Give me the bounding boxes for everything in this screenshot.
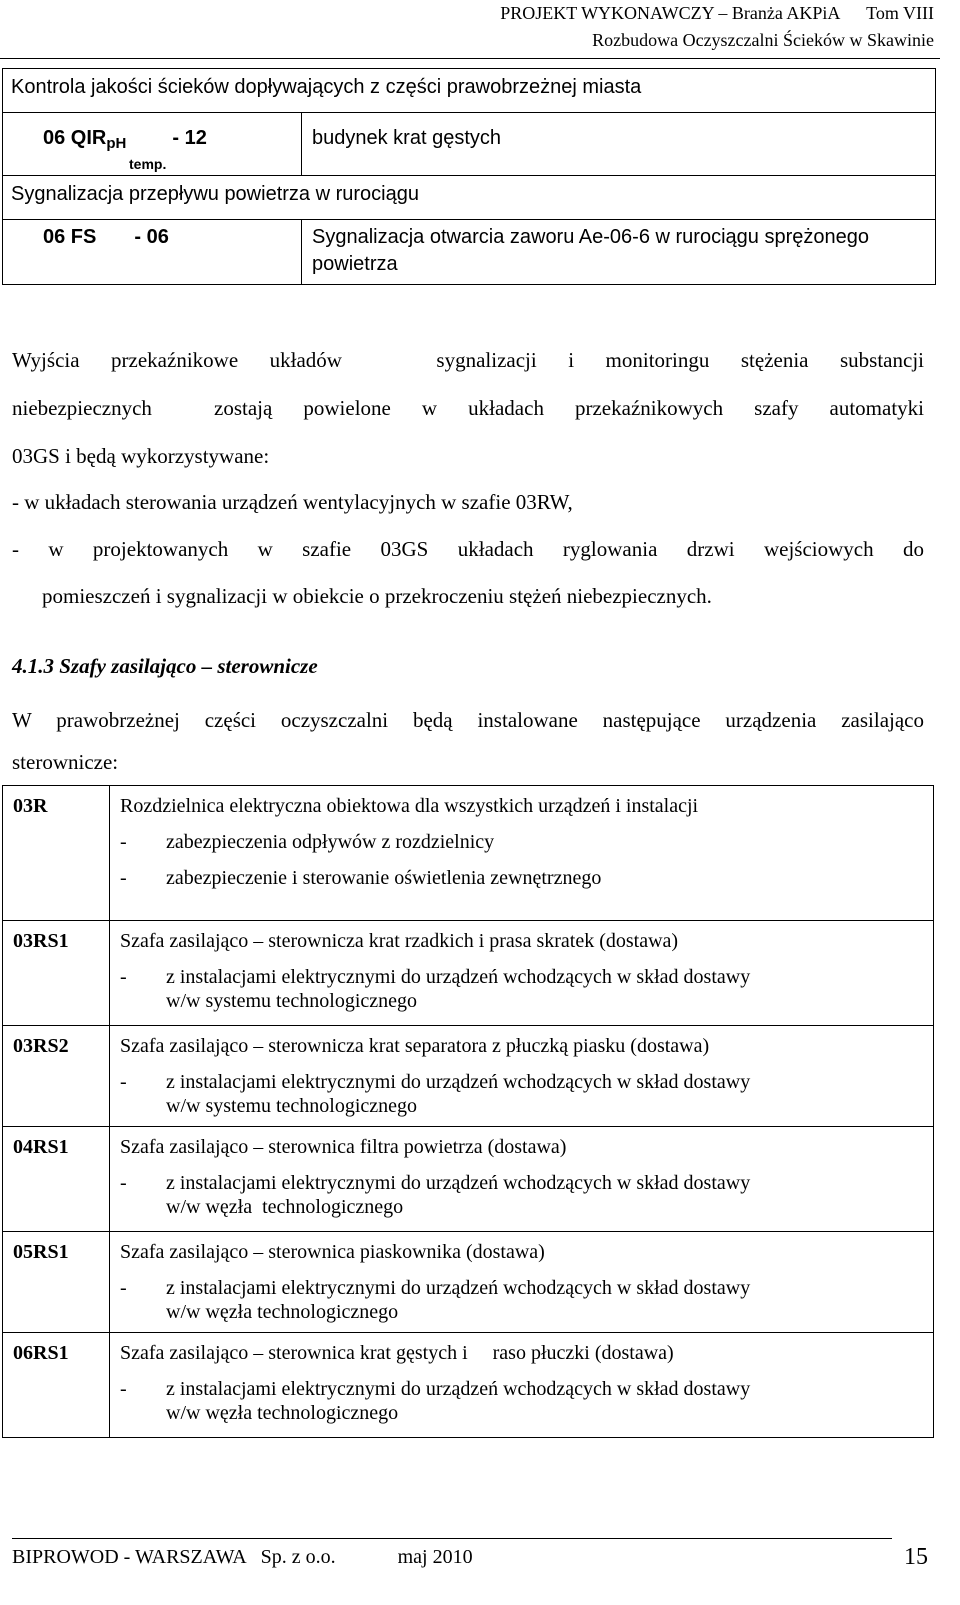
cabinet-title: Rozdzielnica elektryczna obiektowa dla wszystkich urządzeń i instalacji <box>120 795 699 817</box>
cabinet-scope-item <box>120 818 933 854</box>
cabinet-code <box>3 1026 110 1127</box>
signal-code-subscript: pH <box>106 135 127 152</box>
cabinet-code-text: 05RS1 <box>13 1241 69 1263</box>
bullet-item: - w projektowanych w szafie 03GS układach ryglowania drzwi wejściowych do <box>12 537 924 561</box>
cabinet-description <box>110 1127 934 1232</box>
header-subtitle-line: Rozbudowa Oczyszczalni Ścieków w Skawinie <box>592 30 934 50</box>
cabinet-description <box>110 1333 934 1438</box>
cabinet-title: Szafa zasilająco – sterownica filtra powietrza (dostawa) <box>120 1136 567 1158</box>
cabinet-code <box>3 1333 110 1438</box>
bullet-dash: - <box>120 831 127 853</box>
cabinet-scope-item <box>120 1159 933 1195</box>
cabinet-code-text: 03RS1 <box>13 930 69 952</box>
cabinet-scope-item <box>120 854 933 890</box>
cabinet-code-text: 03RS2 <box>13 1035 69 1057</box>
header-divider <box>0 58 940 59</box>
table-row <box>3 786 934 921</box>
signal-code: 06 QIR <box>43 127 107 149</box>
bullet-dash: - <box>120 1172 127 1194</box>
bullet-item-continuation: pomieszczeń i sygnalizacji w obiekcie o przekroczeniu stężeń niebezpiecznych. <box>42 584 712 608</box>
bullet-item: - w układach sterowania urządzeń wentylacyjnych w szafie 03RW, <box>12 490 573 514</box>
header-project-line: PROJEKT WYKONAWCZY – Branża AKPiA Tom VIII <box>500 3 934 23</box>
control-cabinets-table <box>2 785 934 1438</box>
cabinet-code <box>3 1232 110 1333</box>
paragraph-line: Wyjścia przekaźnikowe układów sygnalizacji i monitoringu stężenia substancji <box>12 348 924 372</box>
table-row <box>3 176 936 220</box>
scope-text: z instalacjami elektrycznymi do urządzeń wchodzących w skład dostawy <box>166 1071 751 1093</box>
table-row <box>3 220 936 285</box>
footer-date: maj 2010 <box>397 1546 473 1568</box>
footer-divider <box>12 1538 892 1539</box>
footer-company: BIPROWOD - WARSZAWA Sp. z o.o. <box>12 1546 336 1568</box>
paragraph-line: 03GS i będą wykorzystywane: <box>12 444 270 468</box>
bullet-dash: - <box>120 1277 127 1299</box>
scope-text-continuation: w/w systemu technologicznego <box>166 990 418 1012</box>
row-heading: Kontrola jakości ścieków dopływających z części prawobrzeżnej miasta <box>3 69 936 113</box>
signal-description: Sygnalizacja otwarcia zaworu Ae-06-6 w rurociągu sprężonego powietrza <box>302 220 936 285</box>
cabinet-description <box>110 1232 934 1333</box>
cabinet-code-text: 06RS1 <box>13 1342 69 1364</box>
page-footer <box>12 1546 473 1569</box>
cabinet-description <box>110 921 934 1026</box>
bullet-dash: - <box>120 867 127 889</box>
scope-text: zabezpieczenia odpływów z rozdzielnicy <box>166 831 495 853</box>
cabinet-code <box>3 921 110 1026</box>
section-intro-continuation: sterownicze: <box>12 750 119 774</box>
cabinet-description <box>110 1026 934 1127</box>
table-row <box>3 1026 934 1127</box>
cabinet-description <box>110 786 934 921</box>
scope-text-continuation: w/w systemu technologicznego <box>166 1095 418 1117</box>
bullet-dash: - <box>120 966 127 988</box>
paragraph-line: niebezpiecznych zostają powielone w układach przekaźnikowych szafy automatyki <box>12 396 924 420</box>
signal-code: 06 FS <box>43 226 97 248</box>
signal-code-subscript-2: temp. <box>129 156 167 172</box>
scope-text: z instalacjami elektrycznymi do urządzeń wchodzących w skład dostawy <box>166 1172 751 1194</box>
table-row <box>3 1333 934 1438</box>
scope-text-continuation: w/w węzła technologicznego <box>166 1301 399 1323</box>
bullet-dash: - <box>120 1378 127 1400</box>
signal-number: - 12 <box>172 127 207 149</box>
signal-number: - 06 <box>134 226 169 248</box>
row-heading: Sygnalizacja przepływu powietrza w rurociągu <box>3 176 936 220</box>
scope-text: z instalacjami elektrycznymi do urządzeń wchodzących w skład dostawy <box>166 966 751 988</box>
cabinet-scope-item <box>120 1058 933 1094</box>
table-row <box>3 1232 934 1333</box>
section-heading: 4.1.3 Szafy zasilająco – sterownicze <box>12 654 318 678</box>
scope-text: z instalacjami elektrycznymi do urządzeń wchodzących w skład dostawy <box>166 1277 751 1299</box>
signal-code-cell <box>3 113 302 176</box>
table-row <box>3 921 934 1026</box>
scope-text: zabezpieczenie i sterowanie oświetlenia zewnętrznego <box>166 867 602 889</box>
scope-text-continuation: w/w węzła technologicznego <box>166 1402 399 1424</box>
signal-code-cell <box>3 220 302 285</box>
section-intro: W prawobrzeżnej części oczyszczalni będą instalowane następujące urządzenia zasilająco <box>12 708 924 732</box>
cabinet-title: Szafa zasilająco – sterownicza krat rzadkich i prasa skratek (dostawa) <box>120 930 679 952</box>
cabinet-code <box>3 1127 110 1232</box>
cabinet-title: Szafa zasilająco – sterownica krat gęstych i raso płuczki (dostawa) <box>120 1342 674 1364</box>
table-row <box>3 1127 934 1232</box>
bullet-dash: - <box>120 1071 127 1093</box>
scope-text-continuation: w/w węzła technologicznego <box>166 1196 404 1218</box>
cabinet-scope-item <box>120 1264 933 1300</box>
signal-description: budynek krat gęstych <box>302 113 936 176</box>
cabinet-code <box>3 786 110 921</box>
cabinet-scope-item <box>120 1365 933 1401</box>
cabinet-code-text: 03R <box>13 795 48 817</box>
scope-text: z instalacjami elektrycznymi do urządzeń wchodzących w skład dostawy <box>166 1378 751 1400</box>
page-number: 15 <box>904 1544 928 1570</box>
table-row <box>3 113 936 176</box>
table-row <box>3 69 936 113</box>
cabinet-title: Szafa zasilająco – sterownicza krat separatora z płuczką piasku (dostawa) <box>120 1035 710 1057</box>
page-header <box>500 0 934 54</box>
cabinet-title: Szafa zasilająco – sterownica piaskownika (dostawa) <box>120 1241 545 1263</box>
cabinet-code-text: 04RS1 <box>13 1136 69 1158</box>
cabinet-scope-item <box>120 953 933 989</box>
signals-table <box>2 68 936 285</box>
